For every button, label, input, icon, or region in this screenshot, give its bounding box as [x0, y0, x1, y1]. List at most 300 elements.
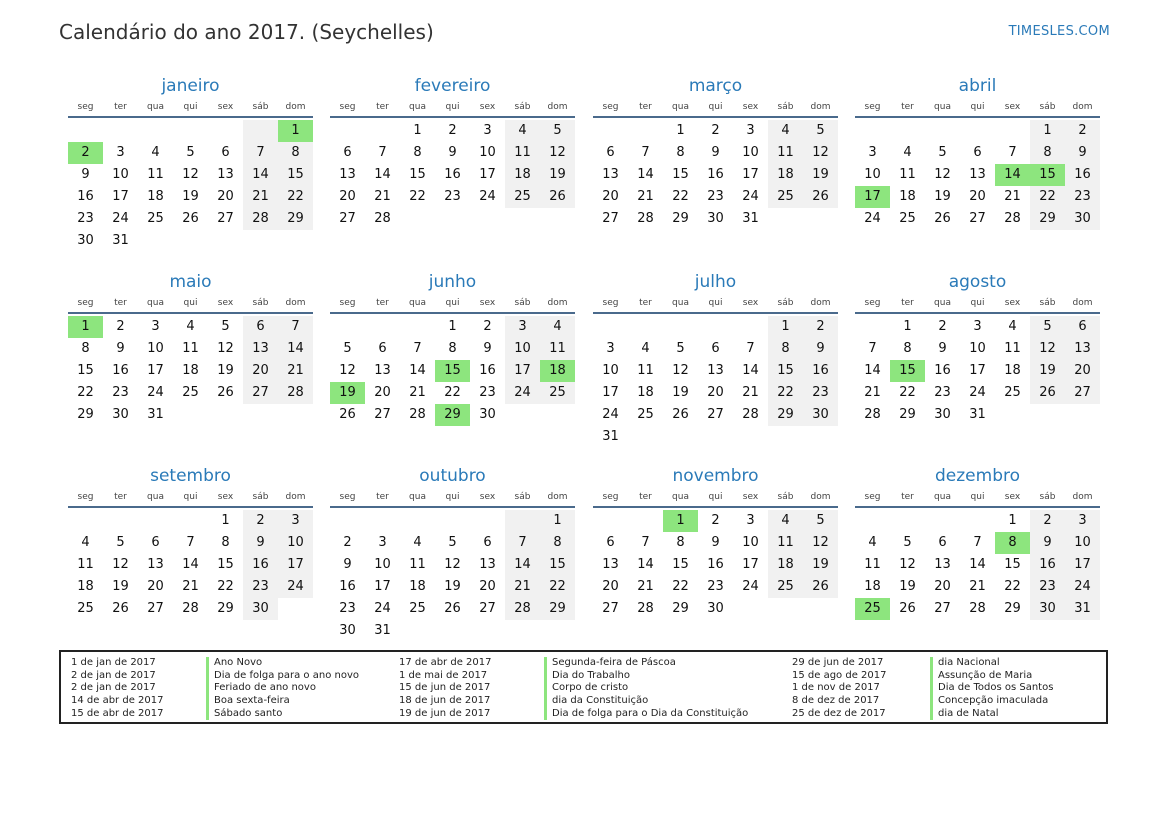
week-row: [855, 208, 1100, 230]
day-cell: 23: [77, 211, 94, 226]
day-cell: 26: [112, 601, 129, 616]
empty-cell: [208, 120, 243, 142]
day-cell: 5: [676, 341, 685, 356]
day-cell: 22: [672, 579, 689, 594]
day-cell: 6: [221, 145, 230, 160]
day-cell: 1: [663, 510, 698, 532]
week-row: [855, 404, 1100, 426]
day-cell: 14: [243, 164, 278, 186]
weekday-label: qua: [147, 298, 164, 308]
day-cell: 28: [243, 208, 278, 230]
month-name: outubro: [419, 466, 486, 486]
weekday-label: qui: [970, 102, 985, 112]
day-cell: 19: [112, 579, 129, 594]
day-cell: 8: [903, 341, 912, 356]
weekday-label: sex: [479, 492, 496, 502]
day-cell: 16: [1030, 554, 1065, 576]
week-row: [855, 338, 1100, 360]
day-cell: 16: [479, 363, 496, 378]
day-cell: 27: [969, 211, 986, 226]
day-cell: 9: [711, 535, 720, 550]
empty-cell: [435, 208, 470, 230]
day-cell: 14: [374, 167, 391, 182]
day-cell: 27: [934, 601, 951, 616]
day-cell: 26: [672, 407, 689, 422]
week-row: [68, 120, 313, 142]
day-cell: 16: [444, 167, 461, 182]
empty-cell: [803, 426, 838, 448]
day-cell: 1: [278, 120, 313, 142]
day-cell: 6: [973, 145, 982, 160]
weekday-label: seg: [602, 492, 619, 502]
month-agosto: [855, 270, 1100, 426]
week-row: [68, 230, 313, 252]
empty-cell: [138, 230, 173, 252]
weekday-header: [855, 294, 1100, 314]
day-cell: 4: [540, 316, 575, 338]
day-cell: 3: [1065, 510, 1100, 532]
weekday-header: [68, 488, 313, 508]
weekday-label: qua: [409, 492, 426, 502]
day-cell: 4: [151, 145, 160, 160]
empty-cell: [733, 426, 768, 448]
day-cell: 12: [540, 142, 575, 164]
week-row: [68, 186, 313, 208]
weekday-label: dom: [1072, 298, 1093, 308]
day-cell: 29: [768, 404, 803, 426]
weekday-label: qui: [183, 298, 198, 308]
empty-cell: [278, 404, 313, 426]
day-cell: 7: [973, 535, 982, 550]
day-cell: 22: [278, 186, 313, 208]
day-cell: 14: [409, 363, 426, 378]
weekday-label: sex: [217, 298, 234, 308]
month-name: julho: [694, 272, 737, 292]
empty-cell: [628, 510, 663, 532]
weekday-label: qui: [183, 102, 198, 112]
month-name: agosto: [948, 272, 1007, 292]
day-cell: 25: [147, 211, 164, 226]
day-cell: 4: [186, 319, 195, 334]
week-row: [330, 164, 575, 186]
empty-cell: [540, 404, 575, 426]
day-cell: 29: [899, 407, 916, 422]
legend-date: 17 de abr de 2017: [399, 657, 492, 668]
day-cell: 15: [672, 557, 689, 572]
day-cell: 7: [413, 341, 422, 356]
weekday-label: ter: [639, 298, 652, 308]
day-cell: 5: [540, 120, 575, 142]
day-cell: 18: [182, 363, 199, 378]
day-cell: 4: [768, 510, 803, 532]
day-cell: 24: [864, 211, 881, 226]
day-cell: 1: [676, 123, 685, 138]
day-cell: 25: [77, 601, 94, 616]
day-cell: 12: [672, 363, 689, 378]
page-title: Calendário do ano 2017. (Seychelles): [59, 20, 434, 44]
day-cell: 1: [540, 510, 575, 532]
weekday-label: sex: [742, 492, 759, 502]
day-cell: 10: [505, 338, 540, 360]
weekday-header: [330, 98, 575, 118]
week-row: [593, 316, 838, 338]
day-cell: 9: [483, 341, 492, 356]
legend-date: 19 de jun de 2017: [399, 707, 491, 719]
week-row: [593, 510, 838, 532]
legend-date: 1 de nov de 2017: [792, 682, 880, 694]
day-cell: 24: [1065, 576, 1100, 598]
empty-cell: [103, 120, 138, 142]
day-cell: 17: [742, 557, 759, 572]
day-cell: 7: [186, 535, 195, 550]
weekday-label: ter: [376, 102, 389, 112]
week-row: [68, 554, 313, 576]
day-cell: 22: [672, 189, 689, 204]
week-row: [593, 532, 838, 554]
day-cell: 19: [899, 579, 916, 594]
empty-cell: [208, 404, 243, 426]
day-cell: 21: [374, 189, 391, 204]
week-row: [855, 142, 1100, 164]
day-cell: 23: [243, 576, 278, 598]
weekday-header: [855, 488, 1100, 508]
day-cell: 28: [409, 407, 426, 422]
day-cell: 2: [803, 316, 838, 338]
weekday-label: dom: [547, 102, 568, 112]
holiday-legend: [59, 650, 1108, 724]
week-row: [593, 186, 838, 208]
day-cell: 14: [278, 338, 313, 360]
weekday-label: qua: [409, 298, 426, 308]
day-cell: 14: [637, 167, 654, 182]
day-cell: 6: [483, 535, 492, 550]
day-cell: 10: [374, 557, 391, 572]
empty-cell: [768, 426, 803, 448]
day-cell: 16: [77, 189, 94, 204]
day-cell: 1: [413, 123, 422, 138]
weekday-label: ter: [376, 492, 389, 502]
week-row: [330, 316, 575, 338]
weekday-label: ter: [376, 298, 389, 308]
weekday-label: qua: [147, 102, 164, 112]
legend-date: 8 de dez de 2017: [792, 695, 880, 707]
empty-cell: [400, 316, 435, 338]
day-cell: 12: [803, 142, 838, 164]
weekday-label: ter: [114, 492, 127, 502]
day-cell: 16: [803, 360, 838, 382]
day-cell: 21: [182, 579, 199, 594]
weekday-label: seg: [339, 492, 356, 502]
day-cell: 25: [505, 186, 540, 208]
week-row: [593, 142, 838, 164]
day-cell: 25: [855, 598, 890, 620]
weekday-label: qui: [970, 298, 985, 308]
day-cell: 5: [186, 145, 195, 160]
month-maio: [68, 270, 313, 426]
day-cell: 26: [803, 186, 838, 208]
day-cell: 29: [1030, 208, 1065, 230]
day-cell: 20: [969, 189, 986, 204]
legend-names: [544, 657, 748, 720]
day-cell: 15: [409, 167, 426, 182]
week-row: [330, 142, 575, 164]
day-cell: 27: [243, 382, 278, 404]
week-row: [68, 510, 313, 532]
day-cell: 11: [540, 338, 575, 360]
day-cell: 14: [995, 164, 1030, 186]
legend-holiday-name: Dia de folga para o ano novo: [214, 669, 359, 681]
empty-cell: [173, 404, 208, 426]
day-cell: 18: [505, 164, 540, 186]
day-cell: 1: [221, 513, 230, 528]
day-cell: 11: [147, 167, 164, 182]
weekday-label: seg: [77, 492, 94, 502]
day-cell: 20: [707, 385, 724, 400]
empty-cell: [733, 598, 768, 620]
empty-cell: [278, 598, 313, 620]
empty-cell: [278, 230, 313, 252]
empty-cell: [173, 230, 208, 252]
day-cell: 5: [448, 535, 457, 550]
week-row: [593, 426, 838, 448]
day-cell: 6: [938, 535, 947, 550]
week-row: [330, 620, 575, 642]
day-cell: 12: [444, 557, 461, 572]
weekday-label: sáb: [252, 102, 269, 112]
day-cell: 13: [147, 557, 164, 572]
week-row: [330, 554, 575, 576]
day-cell: 27: [147, 601, 164, 616]
week-row: [855, 120, 1100, 142]
day-cell: 20: [479, 579, 496, 594]
day-cell: 21: [505, 576, 540, 598]
legend-names: [930, 657, 1053, 720]
week-row: [855, 316, 1100, 338]
day-cell: 31: [602, 429, 619, 444]
empty-cell: [768, 598, 803, 620]
day-cell: 29: [672, 211, 689, 226]
empty-cell: [173, 120, 208, 142]
week-row: [855, 598, 1100, 620]
empty-cell: [593, 120, 628, 142]
day-cell: 20: [243, 360, 278, 382]
day-cell: 1: [68, 316, 103, 338]
day-cell: 30: [339, 623, 356, 638]
empty-cell: [855, 120, 890, 142]
day-cell: 15: [540, 554, 575, 576]
empty-cell: [435, 620, 470, 642]
week-row: [855, 164, 1100, 186]
weekday-label: dom: [810, 298, 831, 308]
weekday-label: dom: [547, 492, 568, 502]
day-cell: 3: [746, 513, 755, 528]
legend-date: 1 de mai de 2017: [399, 669, 488, 681]
weekday-label: sex: [742, 102, 759, 112]
day-cell: 21: [864, 385, 881, 400]
day-cell: 10: [1065, 532, 1100, 554]
day-cell: 25: [637, 407, 654, 422]
day-cell: 5: [938, 145, 947, 160]
day-cell: 6: [1065, 316, 1100, 338]
day-cell: 13: [339, 167, 356, 182]
day-cell: 9: [116, 341, 125, 356]
day-cell: 16: [707, 557, 724, 572]
day-cell: 16: [1065, 164, 1100, 186]
day-cell: 17: [147, 363, 164, 378]
weekday-label: dom: [810, 492, 831, 502]
day-cell: 21: [637, 579, 654, 594]
day-cell: 26: [899, 601, 916, 616]
day-cell: 28: [742, 407, 759, 422]
day-cell: 30: [243, 598, 278, 620]
day-cell: 2: [343, 535, 352, 550]
day-cell: 15: [890, 360, 925, 382]
day-cell: 22: [77, 385, 94, 400]
weekday-label: ter: [901, 492, 914, 502]
day-cell: 5: [116, 535, 125, 550]
day-cell: 27: [217, 211, 234, 226]
empty-cell: [243, 230, 278, 252]
day-cell: 5: [343, 341, 352, 356]
day-cell: 7: [641, 535, 650, 550]
empty-cell: [505, 404, 540, 426]
empty-cell: [138, 510, 173, 532]
day-cell: 20: [217, 189, 234, 204]
day-cell: 27: [339, 211, 356, 226]
day-cell: 6: [606, 145, 615, 160]
day-cell: 8: [768, 338, 803, 360]
day-cell: 12: [934, 167, 951, 182]
empty-cell: [960, 120, 995, 142]
legend-holiday-name: Concepção imaculada: [938, 695, 1049, 707]
empty-cell: [628, 120, 663, 142]
empty-cell: [103, 510, 138, 532]
weekday-label: qua: [934, 492, 951, 502]
empty-cell: [995, 120, 1030, 142]
day-cell: 26: [803, 576, 838, 598]
day-cell: 26: [217, 385, 234, 400]
weekday-label: sáb: [252, 298, 269, 308]
day-cell: 26: [934, 211, 951, 226]
day-cell: 17: [505, 360, 540, 382]
legend-date: 15 de abr de 2017: [71, 707, 164, 719]
week-row: [68, 382, 313, 404]
legend-holiday-name: dia Nacional: [938, 657, 1000, 668]
site-link[interactable]: TIMESLES.COM: [1008, 24, 1110, 39]
day-cell: 5: [221, 319, 230, 334]
legend-holiday-name: Dia de Todos os Santos: [938, 682, 1054, 694]
weekday-label: sex: [479, 102, 496, 112]
week-row: [330, 510, 575, 532]
day-cell: 13: [243, 338, 278, 360]
month-name: novembro: [672, 466, 759, 486]
day-cell: 19: [803, 164, 838, 186]
weekday-label: seg: [602, 298, 619, 308]
legend-date: 15 de jun de 2017: [399, 682, 491, 694]
empty-cell: [470, 510, 505, 532]
day-cell: 21: [637, 189, 654, 204]
day-cell: 28: [637, 601, 654, 616]
day-cell: 6: [343, 145, 352, 160]
day-cell: 2: [711, 513, 720, 528]
month-janeiro: [68, 74, 313, 252]
day-cell: 15: [768, 360, 803, 382]
legend-holiday-name: Assunção de Maria: [938, 669, 1033, 681]
week-row: [855, 554, 1100, 576]
day-cell: 23: [1065, 186, 1100, 208]
legend-date: 15 de ago de 2017: [792, 669, 887, 681]
legend-holiday-name: dia de Natal: [938, 707, 999, 719]
week-row: [593, 360, 838, 382]
day-cell: 21: [969, 579, 986, 594]
day-cell: 24: [505, 382, 540, 404]
day-cell: 8: [676, 145, 685, 160]
weekday-label: seg: [339, 298, 356, 308]
empty-cell: [330, 510, 365, 532]
day-cell: 9: [803, 338, 838, 360]
legend-date: 2 de jan de 2017: [71, 682, 156, 694]
day-cell: 24: [602, 407, 619, 422]
day-cell: 18: [409, 579, 426, 594]
day-cell: 17: [602, 385, 619, 400]
day-cell: 2: [938, 319, 947, 334]
legend-holiday-name: Dia de folga para o Dia da Constituição: [552, 707, 749, 719]
legend-holiday-name: Boa sexta-feira: [214, 695, 290, 707]
weekday-label: sáb: [514, 298, 531, 308]
day-cell: 4: [505, 120, 540, 142]
day-cell: 12: [1030, 338, 1065, 360]
weekday-header: [593, 488, 838, 508]
weekday-label: qua: [934, 298, 951, 308]
week-row: [68, 338, 313, 360]
month-novembro: [593, 464, 838, 620]
day-cell: 4: [413, 535, 422, 550]
day-cell: 25: [409, 601, 426, 616]
week-row: [593, 554, 838, 576]
day-cell: 2: [448, 123, 457, 138]
day-cell: 22: [444, 385, 461, 400]
day-cell: 15: [278, 164, 313, 186]
day-cell: 26: [444, 601, 461, 616]
weekday-label: qua: [672, 102, 689, 112]
weekday-label: ter: [114, 102, 127, 112]
week-row: [330, 576, 575, 598]
day-cell: 30: [479, 407, 496, 422]
weekday-label: qui: [445, 102, 460, 112]
day-cell: 13: [707, 363, 724, 378]
day-cell: 4: [641, 341, 650, 356]
day-cell: 28: [505, 598, 540, 620]
day-cell: 23: [934, 385, 951, 400]
weekday-label: sex: [1004, 492, 1021, 502]
weekday-header: [593, 98, 838, 118]
day-cell: 8: [1030, 142, 1065, 164]
day-cell: 5: [803, 510, 838, 532]
week-row: [330, 360, 575, 382]
weekday-label: ter: [639, 102, 652, 112]
day-cell: 28: [864, 407, 881, 422]
week-row: [330, 186, 575, 208]
day-cell: 16: [339, 579, 356, 594]
day-cell: 29: [77, 407, 94, 422]
day-cell: 22: [768, 382, 803, 404]
weekday-label: dom: [547, 298, 568, 308]
day-cell: 3: [378, 535, 387, 550]
week-row: [68, 576, 313, 598]
month-name: dezembro: [935, 466, 1020, 486]
day-cell: 10: [278, 532, 313, 554]
day-cell: 18: [768, 164, 803, 186]
